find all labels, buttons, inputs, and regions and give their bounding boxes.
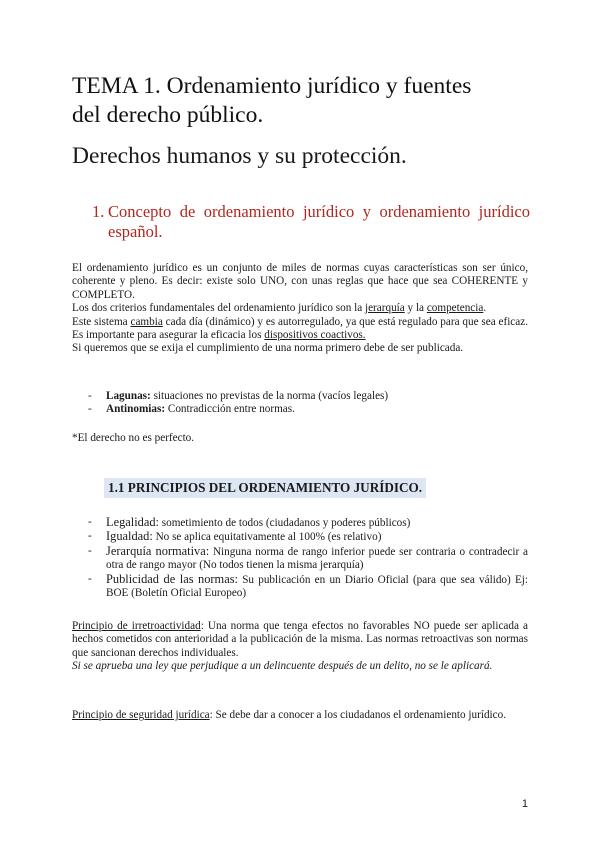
bullet-dash: - — [88, 516, 92, 528]
gaps-list — [88, 390, 528, 417]
note-text: *El derecho no es perfecto. — [72, 432, 195, 444]
section-heading-2: 1.1 PRINCIPIOS DEL ORDENAMIENTO JURÍDICO. — [104, 478, 426, 498]
section-heading-text: Concepto de ordenamiento jurídico y ordenamiento jurídico español. — [108, 202, 530, 241]
underlined-term: competencia — [426, 302, 484, 315]
list-item: - Igualdad: No se aplica equitativamente al 100% (es relativo) — [88, 529, 382, 544]
irretroactividad-example: Si se aprueba una ley que perjudique a un delincuente después de un delito, no se le aplicará. — [72, 660, 493, 673]
irretroactividad-paragraph: Principio de irretroactividad: Una norma que tenga efectos no favorables NO puede ser aplicada a hechos cometidos con anterioridad a la publicación de la misma. Las normas retroactivas son normas que sancionan derechos individuales. — [72, 620, 528, 659]
bullet-dash: - — [88, 403, 92, 416]
bullet-dash: - — [88, 390, 92, 402]
title-line-2: del derecho público. — [72, 102, 264, 128]
underlined-term: jerarquía — [364, 302, 405, 315]
section-heading-1 — [92, 202, 530, 242]
underlined-term: Principio de irretroactividad — [72, 620, 201, 632]
page-number: 1 — [521, 798, 528, 810]
intro-paragraph-4: Si queremos que se exija el cumplimiento de una norma primero debe de ser publicada. — [72, 342, 464, 355]
list-item: - Antinomias: Contradicción entre normas. — [88, 403, 295, 416]
bullet-dash: - — [88, 530, 92, 543]
underlined-term: dispositivos coactivos. — [264, 329, 366, 342]
irretroactividad-block — [72, 620, 528, 674]
list-item: - Jerarquía normativa: Ninguna norma de rango inferior puede ser contraria o contradecir a otra de rango mayor (No todos tienen la misma jerarquía) — [88, 543, 528, 572]
seguridad-paragraph: Principio de seguridad jurídica: Se debe dar a conocer a los ciudadanos el ordenamiento jurídico. — [72, 709, 507, 721]
title-line-1: TEMA 1. Ordenamiento jurídico y fuentes — [72, 73, 472, 99]
principles-list — [88, 516, 528, 600]
section-number: 1. — [92, 202, 105, 221]
intro-paragraph-2: Los dos criterios fundamentales del ordenamiento jurídico son la jerarquía y la competencia. — [72, 302, 487, 315]
list-item: - Lagunas: situaciones no previstas de la norma (vacíos legales) — [88, 390, 389, 402]
list-item: - Publicidad de las normas: Su publicación en un Diario Oficial (para que sea válido) Ej: BOE (Boletín Oficial Europeo) — [88, 571, 529, 600]
document-subtitle: Derechos humanos y su protección. — [72, 143, 407, 169]
seguridad-block — [72, 709, 528, 722]
list-item: - Legalidad: sometimiento de todos (ciudadanos y poderes públicos) — [88, 515, 411, 529]
underlined-term: cambia — [130, 315, 163, 328]
intro-paragraph-3: Este sistema cambia cada día (dinámico) y es autorregulado, ya que está regulado para que sea eficaz. Es importante para asegurar la eficacia los dispositivos coactivos. — [72, 315, 528, 342]
document-title — [72, 72, 542, 130]
intro-paragraph-1: El ordenamiento jurídico es un conjunto de miles de normas cuyas características son ser único, coherente y pleno. Es decir: existe solo UNO, con unas reglas que hace que sea COHERENTE y COMPLETO. — [72, 262, 528, 301]
underlined-term: Principio de seguridad jurídica — [72, 709, 210, 721]
intro-block — [72, 262, 528, 356]
bullet-dash: - — [88, 572, 92, 585]
bullet-dash: - — [88, 544, 92, 557]
